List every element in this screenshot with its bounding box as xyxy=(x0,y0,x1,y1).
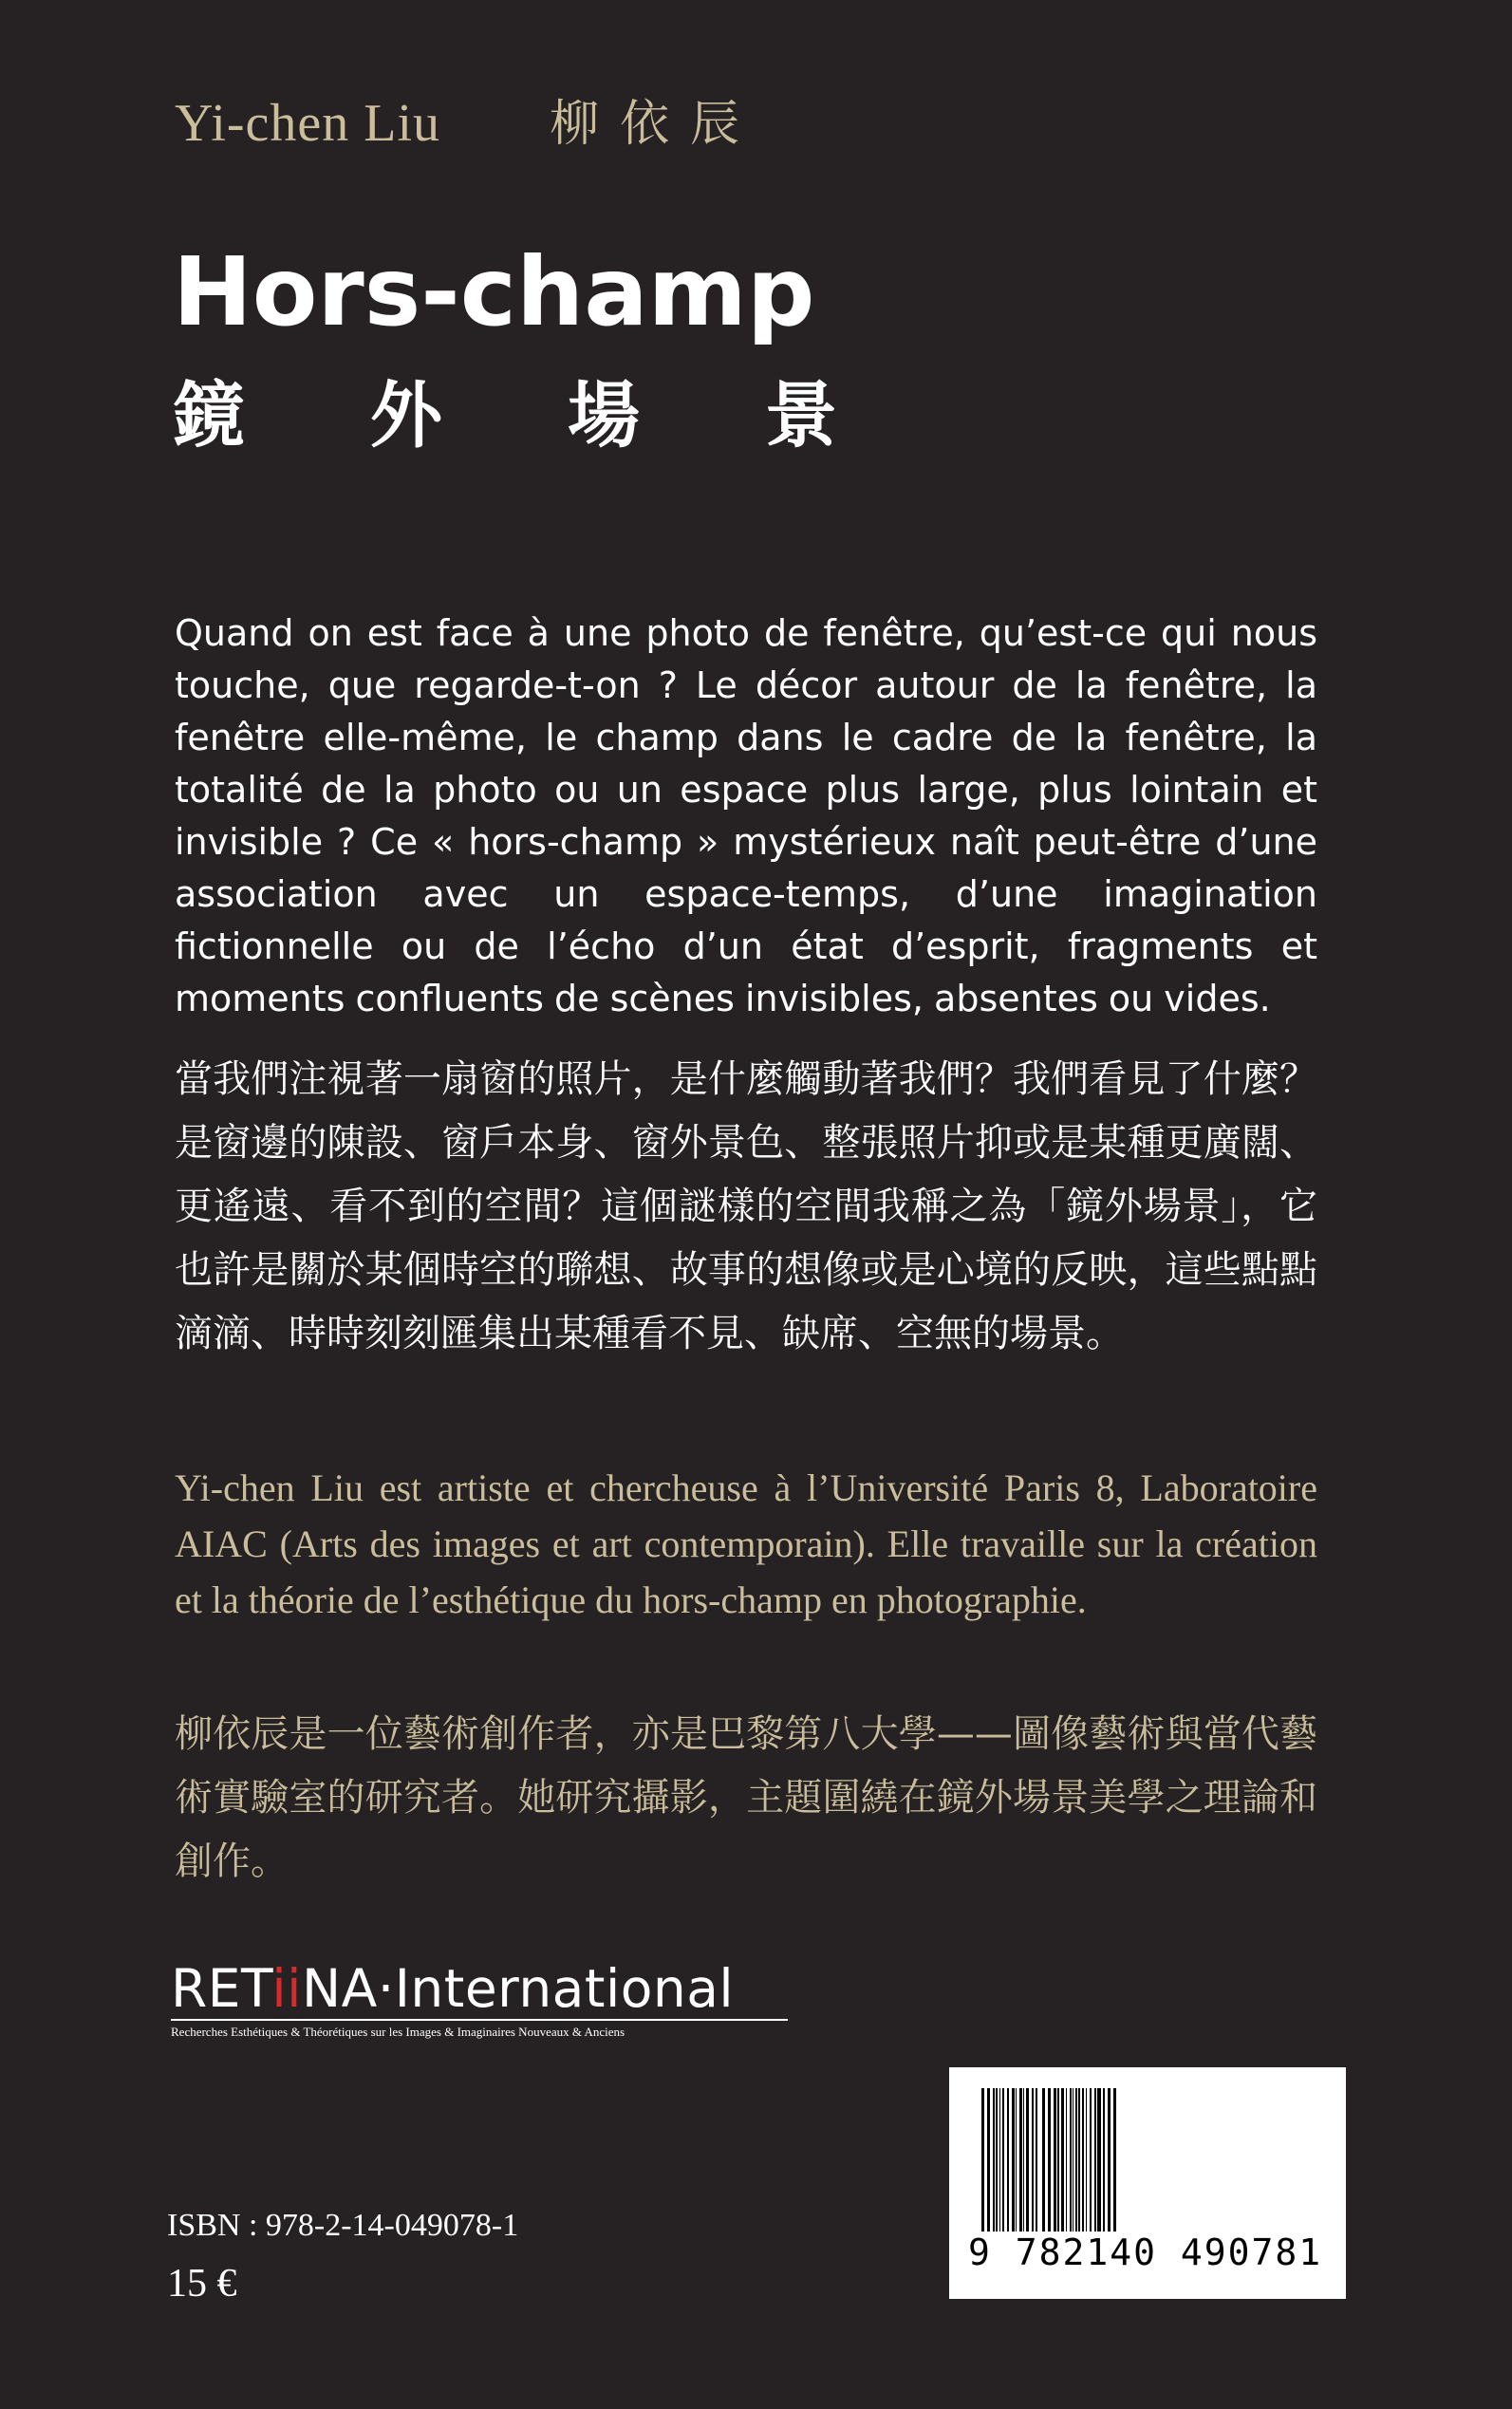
author-bio-chinese: 柳依辰是一位藝術創作者，亦是巴黎第八大學——圖像藝術與當代藝術實驗室的研究者。她研究攝影，主題圍繞在鏡外場景美學之理論和創作。 xyxy=(175,1712,1317,1883)
author-bio-french: Yi-chen Liu est artiste et chercheuse à l’Université Paris 8, Laboratoire AIAC (Arts des images et art contemporain). Elle travaille sur la création et la théorie de l’esthétique du hors-champ en photographie. xyxy=(175,1466,1317,1621)
book-title-french: Hors-champ xyxy=(173,236,815,347)
publisher-divider xyxy=(171,2019,788,2021)
barcode-bar xyxy=(1016,2088,1017,2238)
barcode-digits xyxy=(968,2232,1329,2273)
barcode-bar xyxy=(999,2088,1000,2238)
barcode-bar xyxy=(1086,2088,1087,2238)
barcode-digits-text: 9 782140 490781 xyxy=(968,2232,1323,2273)
publisher-name-highlight: ii xyxy=(271,1958,302,2019)
barcode xyxy=(949,2067,1346,2299)
barcode-bar xyxy=(1036,2088,1037,2238)
barcode-bar xyxy=(1057,2088,1059,2238)
author-name-latin: Yi-chen Liu xyxy=(175,94,441,153)
publisher-name xyxy=(171,1958,788,2019)
publisher-logo xyxy=(171,1958,788,2040)
publisher-name-prefix: RET xyxy=(171,1958,272,2019)
price-text: 15 € xyxy=(167,2262,237,2306)
author-name-chinese: 柳依辰 xyxy=(550,96,761,153)
barcode-bar xyxy=(1002,2088,1004,2238)
barcode-bar xyxy=(1054,2088,1056,2238)
title-char: 外 xyxy=(370,373,442,458)
blurb-chinese: 當我們注視著一扇窗的照片，是什麼觸動著我們？我們看見了什麼？是窗邊的陳設、窗戶本身、窗外景色、整張照片抑或是某種更廣闊、更遙遠、看不到的空間？這個謎樣的空間我稱之為「鏡外場景」，它也許是關於某個時空的聯想、故事的想像或是心境的反映，這些點點滴滴、時時刻刻匯集出某種看不見、缺席、空無的場景。 xyxy=(175,1057,1317,1355)
barcode-bar xyxy=(1097,2088,1101,2238)
isbn-text: ISBN : 978-2-14-049078-1 xyxy=(167,2208,519,2243)
barcode-bar xyxy=(1026,2088,1029,2238)
barcode-bar xyxy=(1090,2088,1092,2238)
barcode-bar xyxy=(1061,2088,1064,2238)
title-char: 景 xyxy=(765,373,837,458)
blurb-french: Quand on est face à une photo de fenêtre, qu’est-ce qui nous touche, que regarde-t-on ? Le décor autour de la fenêtre, la fenêtre elle-même, le champ dans le cadre de la fenêtre, la totalité de la photo ou un espace plus large, plus lointain et invisible ? Ce « hors-champ » mystérieux naît peut-être d’une association avec un espace-temps, d’une imagination fictionnelle ou de l’écho d’un état d’esprit, fragments et moments confluents de scènes invisibles, absentes ou vides. xyxy=(175,612,1317,1019)
barcode-bar xyxy=(1066,2088,1067,2238)
barcode-bar xyxy=(1094,2088,1096,2238)
barcode-bar xyxy=(1075,2088,1077,2238)
barcode-bar xyxy=(1023,2088,1024,2238)
author-line xyxy=(175,84,760,155)
barcode-bar xyxy=(996,2088,998,2238)
book-title-chinese xyxy=(173,373,837,458)
barcode-bar xyxy=(1012,2088,1015,2238)
barcode-bar xyxy=(1070,2088,1072,2238)
title-char: 場 xyxy=(568,373,640,458)
barcode-bar xyxy=(1007,2088,1009,2238)
barcode-bar xyxy=(1078,2088,1080,2238)
barcode-bar xyxy=(1082,2088,1084,2238)
title-char: 鏡 xyxy=(173,373,245,458)
publisher-name-suffix: NA·International xyxy=(301,1958,735,2019)
barcode-bar xyxy=(993,2088,995,2238)
barcode-bar xyxy=(1032,2088,1034,2238)
barcode-bar xyxy=(1019,2088,1022,2238)
barcode-bar xyxy=(1103,2088,1105,2238)
publisher-subtitle: Recherches Esthétiques & Théorétiques sur les Images & Imaginaires Nouveaux & Anciens xyxy=(171,2025,625,2039)
